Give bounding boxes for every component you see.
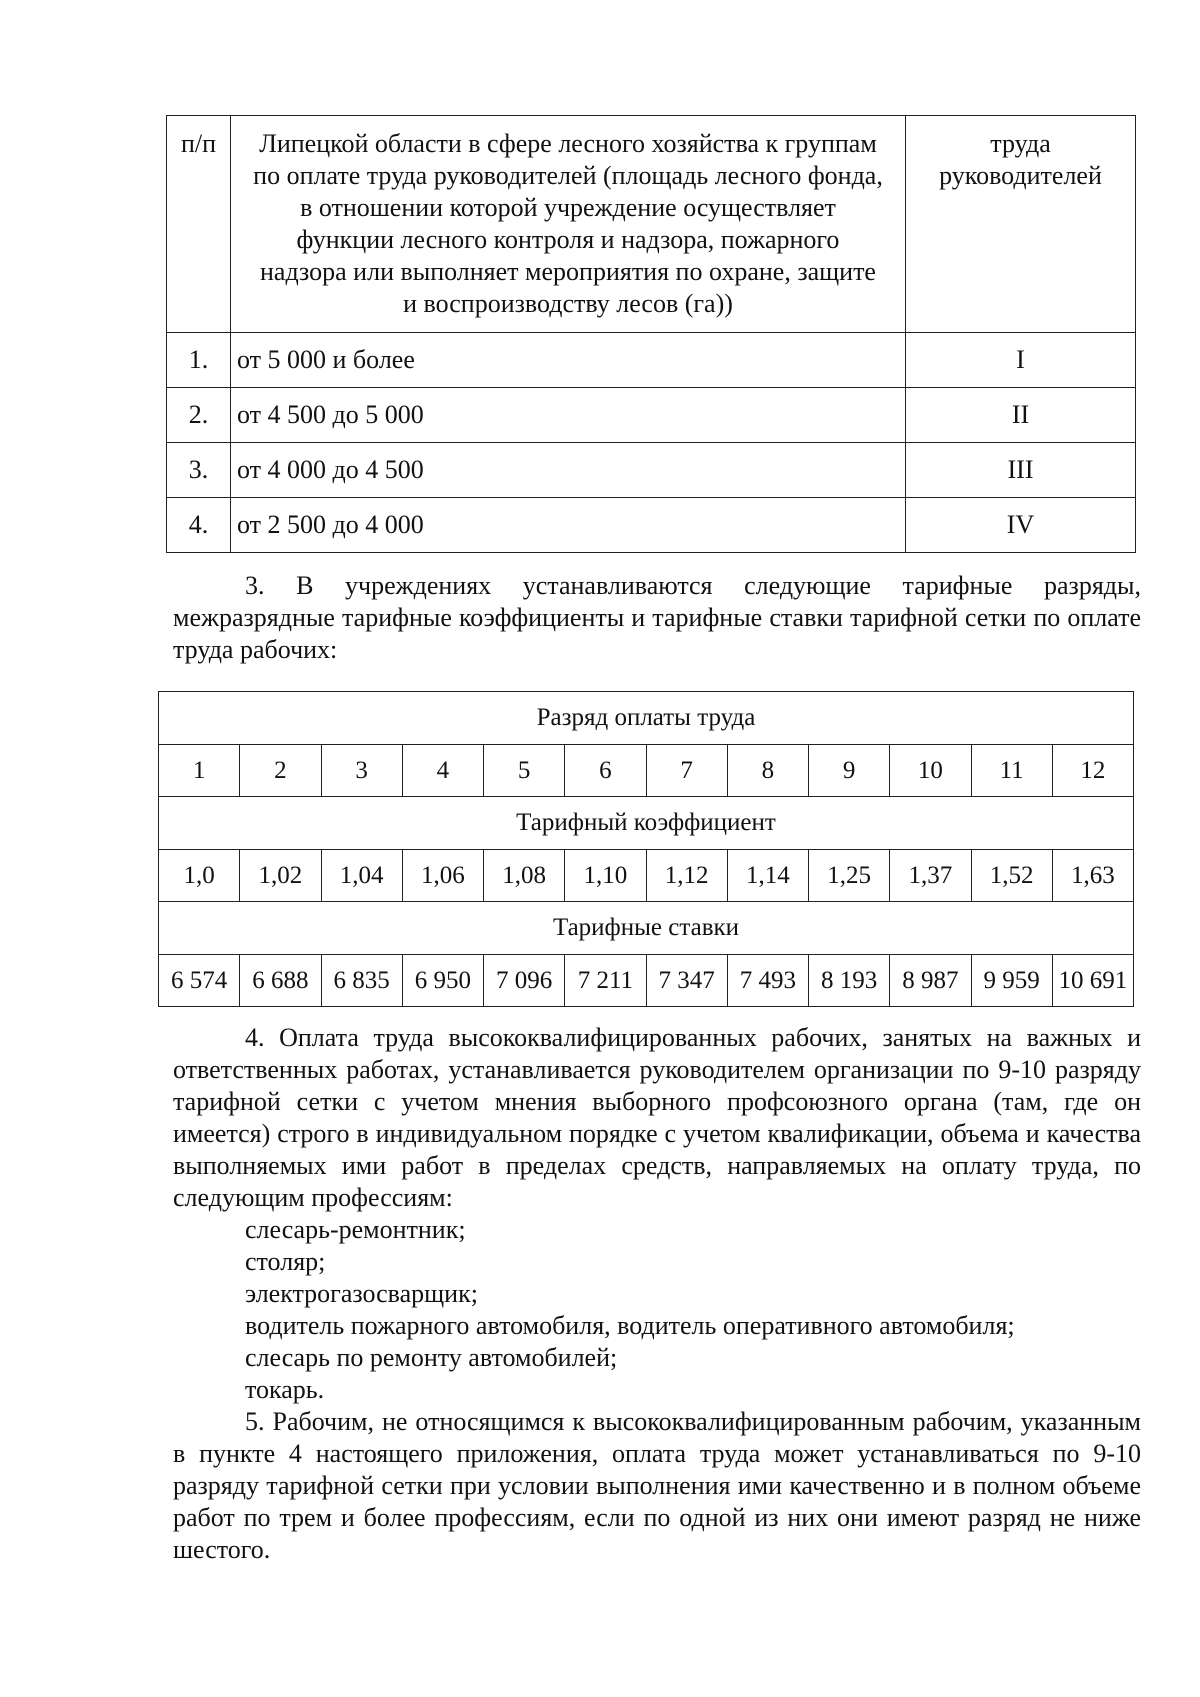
row-range: от 4 500 до 5 000	[231, 388, 906, 443]
rate-cell: 6 950	[402, 955, 483, 1007]
rate-cell: 8 987	[890, 955, 971, 1007]
row-range: от 2 500 до 4 000	[231, 498, 906, 553]
coef-cell: 1,08	[484, 850, 565, 902]
row-group: I	[906, 333, 1136, 388]
coef-cell: 1,06	[402, 850, 483, 902]
rates-title: Тарифные ставки	[159, 902, 1134, 955]
coef-cell: 1,02	[240, 850, 321, 902]
row-range: от 5 000 и более	[231, 333, 906, 388]
coef-cell: 1,52	[971, 850, 1052, 902]
table-row	[167, 443, 1136, 498]
coef-title: Тарифный коэффициент	[159, 797, 1134, 850]
row-number: 4.	[167, 498, 231, 553]
table-header-row	[167, 116, 1136, 333]
profession-item: токарь.	[245, 1375, 325, 1404]
rate-cell: 6 835	[321, 955, 402, 1007]
paragraph-4: 4. Оплата труда высококвалифицированных рабочих, занятых на важных и ответственных работах, устанавливается руководителем организации по 9-10 разряду тарифной сетки с учетом мнения выборного профсоюзного органа (там, где он имеется) строго в индивидуальном порядке с учетом квалификации, объема и качества выполняемых ими работ в пределах средств, направляемых на оплату труда, по следующим профессиям:	[173, 1023, 1141, 1212]
table-row	[167, 333, 1136, 388]
grade-cell: 2	[240, 745, 321, 797]
header-number: п/п	[167, 116, 231, 333]
profession-item: слесарь-ремонтник;	[245, 1215, 466, 1244]
coef-title-row	[159, 797, 1134, 850]
coef-cell: 1,10	[565, 850, 646, 902]
profession-item: столяр;	[245, 1247, 326, 1276]
rate-cell: 6 574	[159, 955, 240, 1007]
grade-cell: 6	[565, 745, 646, 797]
rate-cell: 9 959	[971, 955, 1052, 1007]
paragraph-5: 5. Рабочим, не относящимся к высококвалифицированным рабочим, указанным в пункте 4 настоящего приложения, оплата труда может устанавливаться по 9-10 разряду тарифной сетки при условии выполнения ими качественно и в полном объеме работ по трем и более профессиям, если по одной из них они имеют разряд не ниже шестого.	[173, 1407, 1141, 1564]
rates-title-row	[159, 902, 1134, 955]
grade-cell: 1	[159, 745, 240, 797]
profession-item: слесарь по ремонту автомобилей;	[245, 1343, 618, 1372]
tariff-grid-table	[158, 691, 1134, 1007]
grade-title: Разряд оплаты труда	[159, 692, 1134, 745]
profession-item: электрогазосварщик;	[245, 1279, 478, 1308]
manager-groups-table	[166, 115, 1136, 553]
rate-cell: 6 688	[240, 955, 321, 1007]
coef-row	[159, 850, 1134, 902]
rate-cell: 7 096	[484, 955, 565, 1007]
coef-cell: 1,14	[727, 850, 808, 902]
rate-cell: 10 691	[1052, 955, 1133, 1007]
coef-cell: 1,0	[159, 850, 240, 902]
coef-cell: 1,37	[890, 850, 971, 902]
table-row	[167, 498, 1136, 553]
header-group: труда руководителей	[906, 116, 1136, 333]
grade-title-row	[159, 692, 1134, 745]
row-number: 3.	[167, 443, 231, 498]
grade-cell: 4	[402, 745, 483, 797]
grade-cell: 9	[809, 745, 890, 797]
row-number: 2.	[167, 388, 231, 443]
grade-cell: 8	[727, 745, 808, 797]
rates-row	[159, 955, 1134, 1007]
rate-cell: 7 211	[565, 955, 646, 1007]
coef-cell: 1,04	[321, 850, 402, 902]
rate-cell: 7 347	[646, 955, 727, 1007]
row-group: II	[906, 388, 1136, 443]
grade-row	[159, 745, 1134, 797]
table-row	[167, 388, 1136, 443]
grade-cell: 10	[890, 745, 971, 797]
grade-cell: 12	[1052, 745, 1133, 797]
row-range: от 4 000 до 4 500	[231, 443, 906, 498]
coef-cell: 1,25	[809, 850, 890, 902]
coef-cell: 1,12	[646, 850, 727, 902]
coef-cell: 1,63	[1052, 850, 1133, 902]
grade-cell: 11	[971, 745, 1052, 797]
rate-cell: 7 493	[727, 955, 808, 1007]
header-description: Липецкой области в сфере лесного хозяйства к группам по оплате труда руководителей (площадь лесного фонда, в отношении которой учреждение осуществляет функции лесного контроля и надзора, пожарного надзора или выполняет мероприятия по охране, защите и воспроизводству лесов (га))	[231, 116, 906, 333]
grade-cell: 5	[484, 745, 565, 797]
row-group: IV	[906, 498, 1136, 553]
rate-cell: 8 193	[809, 955, 890, 1007]
grade-cell: 7	[646, 745, 727, 797]
row-number: 1.	[167, 333, 231, 388]
row-group: III	[906, 443, 1136, 498]
grade-cell: 3	[321, 745, 402, 797]
paragraph-3: 3. В учреждениях устанавливаются следующие тарифные разряды, межразрядные тарифные коэффициенты и тарифные ставки тарифной сетки по оплате труда рабочих:	[173, 571, 1141, 664]
profession-item: водитель пожарного автомобиля, водитель оперативного автомобиля;	[245, 1311, 1015, 1340]
